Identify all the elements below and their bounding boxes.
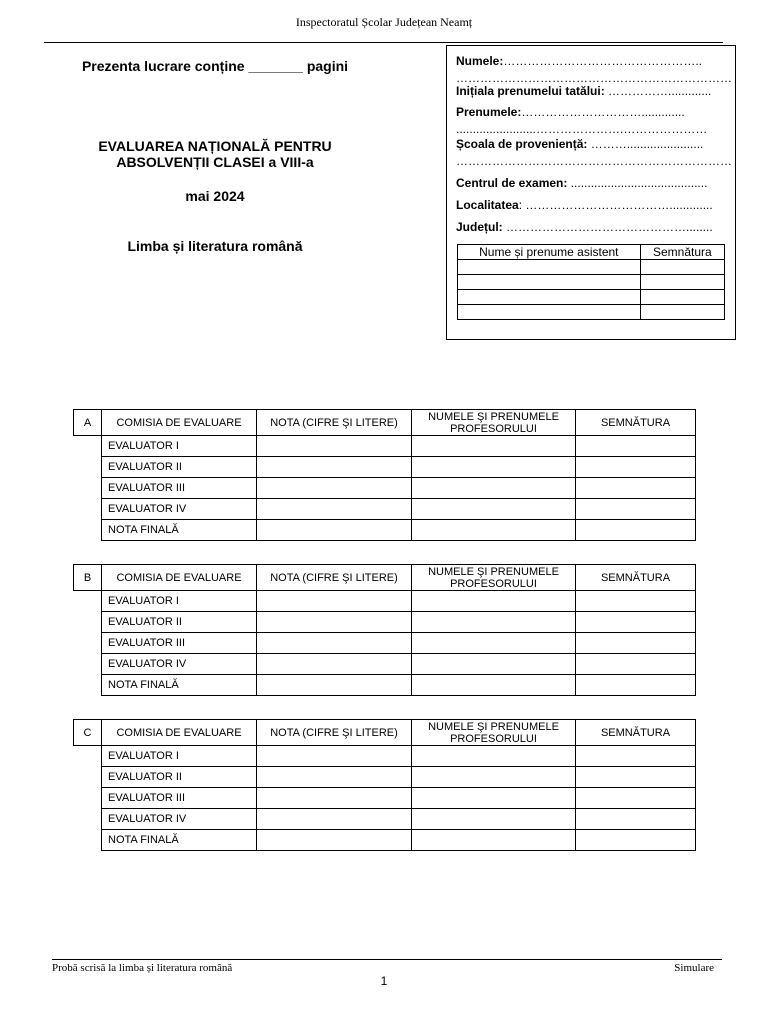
table-row: [74, 788, 696, 809]
exam-center-label: Centrul de examen:: [456, 176, 568, 190]
signature-header: SEMNĂTURA: [576, 565, 696, 591]
assistant-row: [458, 260, 725, 275]
evaluator-label: EVALUATOR II: [102, 457, 257, 478]
name-field-line2[interactable]: [456, 71, 732, 85]
grade-header: NOTA (CIFRE ŞI LITERE): [257, 720, 412, 746]
name-field[interactable]: [456, 54, 702, 68]
teacher-cell[interactable]: [412, 520, 576, 541]
father-initial-field[interactable]: [456, 84, 711, 98]
section-letter: B: [74, 565, 102, 591]
signature-cell[interactable]: [576, 478, 696, 499]
evaluator-label: EVALUATOR II: [102, 767, 257, 788]
teacher-cell[interactable]: [412, 478, 576, 499]
assistant-signature-cell[interactable]: [640, 260, 724, 275]
assistant-name-cell[interactable]: [458, 260, 641, 275]
evaluator-label: EVALUATOR III: [102, 478, 257, 499]
teacher-name-header: NUMELE ŞI PRENUMELE PROFESORULUI: [412, 410, 576, 436]
grade-cell[interactable]: [257, 633, 412, 654]
evaluator-label: EVALUATOR I: [102, 591, 257, 612]
evaluation-table-a: [73, 409, 696, 541]
committee-header: COMISIA DE EVALUARE: [102, 410, 257, 436]
school-field-line2[interactable]: [456, 154, 732, 168]
grade-cell[interactable]: [257, 478, 412, 499]
exam-date: mai 2024: [185, 188, 245, 204]
table-row: [74, 499, 696, 520]
teacher-cell[interactable]: [412, 633, 576, 654]
exam-title-line1: EVALUAREA NAȚIONALĂ PENTRU: [98, 138, 332, 154]
evaluator-label: EVALUATOR I: [102, 746, 257, 767]
header-title: Inspectoratul Școlar Județean Neamț: [295, 15, 473, 29]
assistant-row: [458, 275, 725, 290]
exam-center-dots: .........................................: [567, 176, 708, 190]
signature-cell[interactable]: [576, 654, 696, 675]
first-name-field[interactable]: [456, 105, 685, 119]
grade-cell[interactable]: [257, 746, 412, 767]
page-number: 1: [380, 974, 388, 988]
signature-cell[interactable]: [576, 788, 696, 809]
assistant-table: [457, 244, 725, 320]
teacher-cell[interactable]: [412, 830, 576, 851]
locality-dots: : ……………………………….............: [518, 198, 713, 212]
table-row: [74, 654, 696, 675]
teacher-cell[interactable]: [412, 746, 576, 767]
teacher-cell[interactable]: [412, 654, 576, 675]
county-dots: ………………………………………........: [502, 220, 713, 234]
locality-field[interactable]: [456, 198, 713, 212]
evaluator-label: EVALUATOR IV: [102, 499, 257, 520]
teacher-cell[interactable]: [412, 436, 576, 457]
teacher-name-header: NUMELE ŞI PRENUMELE PROFESORULUI: [412, 720, 576, 746]
father-initial-dots: …………….............: [604, 84, 712, 98]
table-row: [74, 746, 696, 767]
header-divider: [44, 42, 723, 43]
name-dots: …………………………………………..: [503, 54, 703, 68]
page-count-line: Prezenta lucrare conține _______ pagini: [81, 58, 349, 74]
exam-title: [60, 138, 370, 170]
teacher-cell[interactable]: [412, 675, 576, 696]
final-grade-label: NOTA FINALĂ: [102, 675, 257, 696]
assistant-signature-cell[interactable]: [640, 305, 724, 320]
assistant-name-header: Nume și prenume asistent: [458, 245, 641, 260]
school-dots: ……….......................: [587, 137, 704, 151]
grade-header: NOTA (CIFRE ŞI LITERE): [257, 410, 412, 436]
grade-cell[interactable]: [257, 612, 412, 633]
first-name-dots: ………………………….............: [521, 105, 685, 119]
teacher-cell[interactable]: [412, 788, 576, 809]
school-label: Școala de proveniență:: [456, 137, 588, 151]
assistant-name-cell[interactable]: [458, 290, 641, 305]
teacher-cell[interactable]: [412, 612, 576, 633]
assistant-row: [458, 290, 725, 305]
table-row: [74, 591, 696, 612]
evaluator-label: EVALUATOR III: [102, 633, 257, 654]
table-row: [74, 633, 696, 654]
table-row: [74, 830, 696, 851]
signature-cell[interactable]: [576, 612, 696, 633]
grade-cell[interactable]: [257, 788, 412, 809]
county-field[interactable]: [456, 220, 713, 234]
grade-cell[interactable]: [257, 654, 412, 675]
first-name-dots-2: ........................………………….…………………: [456, 122, 708, 136]
school-field[interactable]: [456, 137, 703, 151]
teacher-cell[interactable]: [412, 767, 576, 788]
table-row: [74, 436, 696, 457]
assistant-row: [458, 305, 725, 320]
signature-cell[interactable]: [576, 675, 696, 696]
teacher-cell[interactable]: [412, 591, 576, 612]
table-row: [74, 809, 696, 830]
grade-cell[interactable]: [257, 809, 412, 830]
table-row: [74, 767, 696, 788]
evaluator-label: EVALUATOR IV: [102, 809, 257, 830]
grade-cell[interactable]: [257, 675, 412, 696]
table-row: [74, 675, 696, 696]
grade-cell[interactable]: [257, 520, 412, 541]
teacher-cell[interactable]: [412, 457, 576, 478]
signature-cell[interactable]: [576, 830, 696, 851]
name-dots-2: ……………………………………………………………: [456, 71, 732, 85]
final-grade-label: NOTA FINALĂ: [102, 520, 257, 541]
grade-cell[interactable]: [257, 436, 412, 457]
evaluator-label: EVALUATOR II: [102, 612, 257, 633]
exam-center-field[interactable]: [456, 176, 707, 190]
school-dots-2: ……………………………………………………………: [456, 154, 732, 168]
grade-cell[interactable]: [257, 830, 412, 851]
signature-cell[interactable]: [576, 767, 696, 788]
table-row: [74, 457, 696, 478]
candidate-id-box: [446, 45, 736, 340]
evaluation-table-b: [73, 564, 696, 696]
grade-cell[interactable]: [257, 457, 412, 478]
signature-cell[interactable]: [576, 809, 696, 830]
section-letter: C: [74, 720, 102, 746]
signature-header: SEMNĂTURA: [576, 410, 696, 436]
assistant-signature-cell[interactable]: [640, 290, 724, 305]
signature-cell[interactable]: [576, 520, 696, 541]
evaluator-label: EVALUATOR IV: [102, 654, 257, 675]
grade-cell[interactable]: [257, 767, 412, 788]
committee-header: COMISIA DE EVALUARE: [102, 565, 257, 591]
section-letter: A: [74, 410, 102, 436]
evaluator-label: EVALUATOR I: [102, 436, 257, 457]
father-initial-label: Inițiala prenumelui tatălui:: [456, 84, 605, 98]
signature-cell[interactable]: [576, 436, 696, 457]
signature-cell[interactable]: [576, 499, 696, 520]
assistant-name-cell[interactable]: [458, 305, 641, 320]
exam-subject: Limba și literatura română: [127, 238, 303, 254]
county-label: Județul:: [456, 220, 503, 234]
assistant-signature-header: Semnătura: [640, 245, 724, 260]
teacher-name-header: NUMELE ŞI PRENUMELE PROFESORULUI: [412, 565, 576, 591]
first-name-label: Prenumele:: [456, 105, 522, 119]
table-row: [74, 520, 696, 541]
evaluation-table-c: [73, 719, 696, 851]
signature-cell[interactable]: [576, 633, 696, 654]
table-row: [74, 478, 696, 499]
signature-cell[interactable]: [576, 591, 696, 612]
first-name-field-line2[interactable]: [456, 122, 707, 136]
grade-cell[interactable]: [257, 591, 412, 612]
teacher-cell[interactable]: [412, 499, 576, 520]
committee-header: COMISIA DE EVALUARE: [102, 720, 257, 746]
exam-title-line2: ABSOLVENȚII CLASEI a VIII-a: [116, 154, 314, 170]
grade-header: NOTA (CIFRE ŞI LITERE): [257, 565, 412, 591]
grade-cell[interactable]: [257, 499, 412, 520]
signature-header: SEMNĂTURA: [576, 720, 696, 746]
signature-cell[interactable]: [576, 746, 696, 767]
locality-label: Localitatea: [456, 198, 519, 212]
footer-label: Simulare: [674, 962, 714, 974]
footer-divider: [52, 959, 722, 960]
teacher-cell[interactable]: [412, 809, 576, 830]
signature-cell[interactable]: [576, 457, 696, 478]
footer-exam-name: Probă scrisă la limba și literatura română: [52, 962, 233, 974]
table-row: [74, 612, 696, 633]
name-label: Numele:: [456, 54, 504, 68]
final-grade-label: NOTA FINALĂ: [102, 830, 257, 851]
assistant-signature-cell[interactable]: [640, 275, 724, 290]
evaluator-label: EVALUATOR III: [102, 788, 257, 809]
assistant-name-cell[interactable]: [458, 275, 641, 290]
